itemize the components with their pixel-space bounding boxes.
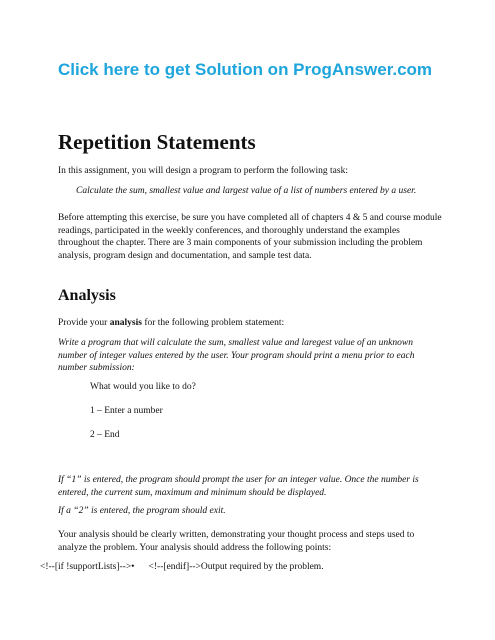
menu-option-2: 2 – End (90, 430, 120, 440)
task-statement: Calculate the sum, smallest value and largest value of a list of numbers entered by a user. (76, 186, 417, 196)
intro-paragraph: In this assignment, you will design a program to perform the following task: (58, 166, 348, 176)
analysis-requirements: Your analysis should be clearly written, demonstrating your thought process and steps used to analyze the problem. Your analysis should address the following points: (58, 530, 415, 553)
provide-paragraph (58, 317, 443, 330)
problem-statement: Write a program that will calculate the sum, smallest value and laregest value of an unknown number of integer values entered by the user. Your program should print a menu prior to each number submission: (58, 338, 415, 373)
solution-link[interactable]: Click here to get Solution on ProgAnswer.com (58, 60, 433, 79)
option-1-behavior: If “1” is entered, the program should prompt the user for an integer value. Once the number is entered, the current sum, maximum and minimum should be displayed. (58, 475, 419, 498)
analysis-heading: Analysis (58, 287, 116, 304)
prerequisites-paragraph: Before attempting this exercise, be sure you have completed all of chapters 4 & 5 and course module readings, participated in the weekly conferences, and thoroughly understand the examples throughout the chapter. There are 3 main components of your submission including the problem analysis, program design and documentation, and sample test data. (58, 213, 442, 261)
provide-prefix: Provide your (58, 318, 110, 328)
menu-option-1: 1 – Enter a number (90, 406, 163, 416)
bullet-text: <!--[endif]-->Output required by the problem. (148, 562, 324, 572)
menu-question: What would you like to do? (90, 382, 196, 392)
provide-suffix: for the following problem statement: (141, 318, 285, 328)
bullet-item (40, 562, 324, 572)
page-title: Repetition Statements (58, 130, 256, 154)
bullet-prefix: <!--[if !supportLists]-->• (40, 562, 135, 572)
provide-bold: analysis (109, 318, 142, 328)
option-2-behavior: If a “2” is entered, the program should exit. (58, 506, 226, 516)
